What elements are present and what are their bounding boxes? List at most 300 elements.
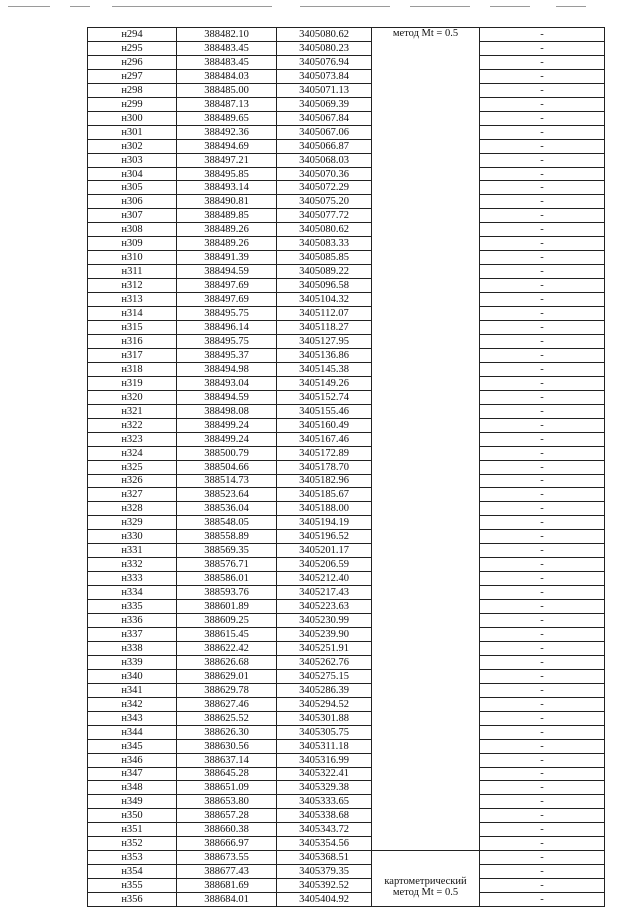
dash-cell: - — [480, 767, 605, 781]
table-row — [88, 432, 605, 446]
x-coordinate-cell: 388491.39 — [177, 251, 277, 265]
dash-cell: - — [480, 111, 605, 125]
method-cell-bottom: картометрический метод Mt = 0.5 — [372, 851, 480, 907]
dash-cell: - — [480, 474, 605, 488]
point-name-cell: н354 — [88, 865, 177, 879]
dash-cell: - — [480, 809, 605, 823]
point-name-cell: н325 — [88, 460, 177, 474]
y-coordinate-cell: 3405338.68 — [277, 809, 372, 823]
x-coordinate-cell: 388487.13 — [177, 97, 277, 111]
y-coordinate-cell: 3405076.94 — [277, 55, 372, 69]
table-row — [88, 488, 605, 502]
y-coordinate-cell: 3405069.39 — [277, 97, 372, 111]
point-name-cell: н322 — [88, 418, 177, 432]
table-row — [88, 125, 605, 139]
point-name-cell: н320 — [88, 390, 177, 404]
x-coordinate-cell: 388495.75 — [177, 307, 277, 321]
y-coordinate-cell: 3405070.36 — [277, 167, 372, 181]
table-row — [88, 823, 605, 837]
table-row — [88, 641, 605, 655]
dash-cell: - — [480, 641, 605, 655]
y-coordinate-cell: 3405188.00 — [277, 502, 372, 516]
dash-cell: - — [480, 321, 605, 335]
y-coordinate-cell: 3405080.62 — [277, 28, 372, 42]
dash-cell: - — [480, 83, 605, 97]
dash-cell: - — [480, 153, 605, 167]
x-coordinate-cell: 388626.68 — [177, 655, 277, 669]
y-coordinate-cell: 3405089.22 — [277, 265, 372, 279]
x-coordinate-cell: 388666.97 — [177, 837, 277, 851]
point-name-cell: н309 — [88, 237, 177, 251]
x-coordinate-cell: 388586.01 — [177, 572, 277, 586]
table-row — [88, 279, 605, 293]
y-coordinate-cell: 3405112.07 — [277, 307, 372, 321]
table-row — [88, 572, 605, 586]
dash-cell: - — [480, 139, 605, 153]
dash-cell: - — [480, 502, 605, 516]
point-name-cell: н349 — [88, 795, 177, 809]
method-cell-top: метод Mt = 0.5 — [372, 28, 480, 851]
coordinates-table — [87, 27, 605, 907]
table-row — [88, 753, 605, 767]
table-row — [88, 502, 605, 516]
table-row — [88, 83, 605, 97]
table-row — [88, 516, 605, 530]
point-name-cell: н327 — [88, 488, 177, 502]
dash-cell: - — [480, 627, 605, 641]
point-name-cell: н348 — [88, 781, 177, 795]
table-row — [88, 669, 605, 683]
dash-cell: - — [480, 279, 605, 293]
y-coordinate-cell: 3405172.89 — [277, 446, 372, 460]
point-name-cell: н323 — [88, 432, 177, 446]
dash-cell: - — [480, 307, 605, 321]
y-coordinate-cell: 3405067.84 — [277, 111, 372, 125]
table-row — [88, 739, 605, 753]
point-name-cell: н304 — [88, 167, 177, 181]
point-name-cell: н299 — [88, 97, 177, 111]
point-name-cell: н300 — [88, 111, 177, 125]
y-coordinate-cell: 3405194.19 — [277, 516, 372, 530]
y-coordinate-cell: 3405206.59 — [277, 558, 372, 572]
x-coordinate-cell: 388492.36 — [177, 125, 277, 139]
point-name-cell: н339 — [88, 655, 177, 669]
point-name-cell: н334 — [88, 586, 177, 600]
dash-cell: - — [480, 348, 605, 362]
point-name-cell: н310 — [88, 251, 177, 265]
dash-cell: - — [480, 558, 605, 572]
table-row — [88, 446, 605, 460]
x-coordinate-cell: 388569.35 — [177, 544, 277, 558]
y-coordinate-cell: 3405067.06 — [277, 125, 372, 139]
dash-cell: - — [480, 55, 605, 69]
x-coordinate-cell: 388498.08 — [177, 404, 277, 418]
table-row — [88, 195, 605, 209]
point-name-cell: н315 — [88, 321, 177, 335]
y-coordinate-cell: 3405178.70 — [277, 460, 372, 474]
x-coordinate-cell: 388499.24 — [177, 418, 277, 432]
x-coordinate-cell: 388499.24 — [177, 432, 277, 446]
y-coordinate-cell: 3405145.38 — [277, 362, 372, 376]
dash-cell: - — [480, 530, 605, 544]
dash-cell: - — [480, 488, 605, 502]
y-coordinate-cell: 3405316.99 — [277, 753, 372, 767]
y-coordinate-cell: 3405068.03 — [277, 153, 372, 167]
table-row — [88, 237, 605, 251]
y-coordinate-cell: 3405301.88 — [277, 711, 372, 725]
point-name-cell: н355 — [88, 879, 177, 893]
x-coordinate-cell: 388493.14 — [177, 181, 277, 195]
point-name-cell: н295 — [88, 41, 177, 55]
table-row — [88, 795, 605, 809]
point-name-cell: н343 — [88, 711, 177, 725]
dash-cell: - — [480, 711, 605, 725]
table-row — [88, 418, 605, 432]
dash-cell: - — [480, 614, 605, 628]
point-name-cell: н335 — [88, 600, 177, 614]
x-coordinate-cell: 388609.25 — [177, 614, 277, 628]
x-coordinate-cell: 388657.28 — [177, 809, 277, 823]
dash-cell: - — [480, 362, 605, 376]
x-coordinate-cell: 388548.05 — [177, 516, 277, 530]
x-coordinate-cell: 388500.79 — [177, 446, 277, 460]
table-row — [88, 153, 605, 167]
y-coordinate-cell: 3405311.18 — [277, 739, 372, 753]
table-row — [88, 544, 605, 558]
point-name-cell: н296 — [88, 55, 177, 69]
scan-header-artifact — [0, 0, 640, 14]
dash-cell: - — [480, 795, 605, 809]
table-row — [88, 307, 605, 321]
y-coordinate-cell: 3405075.20 — [277, 195, 372, 209]
x-coordinate-cell: 388627.46 — [177, 697, 277, 711]
y-coordinate-cell: 3405201.17 — [277, 544, 372, 558]
table-row — [88, 767, 605, 781]
table-row — [88, 55, 605, 69]
y-coordinate-cell: 3405083.33 — [277, 237, 372, 251]
table-row — [88, 28, 605, 42]
x-coordinate-cell: 388493.04 — [177, 376, 277, 390]
point-name-cell: н332 — [88, 558, 177, 572]
table-row — [88, 558, 605, 572]
y-coordinate-cell: 3405404.92 — [277, 893, 372, 907]
x-coordinate-cell: 388630.56 — [177, 739, 277, 753]
dash-cell: - — [480, 683, 605, 697]
table-row — [88, 111, 605, 125]
point-name-cell: н330 — [88, 530, 177, 544]
dash-cell: - — [480, 572, 605, 586]
dash-cell: - — [480, 446, 605, 460]
point-name-cell: н328 — [88, 502, 177, 516]
x-coordinate-cell: 388629.01 — [177, 669, 277, 683]
point-name-cell: н305 — [88, 181, 177, 195]
coordinates-table-body — [88, 28, 605, 907]
table-row — [88, 321, 605, 335]
dash-cell: - — [480, 404, 605, 418]
point-name-cell: н324 — [88, 446, 177, 460]
dash-cell: - — [480, 209, 605, 223]
x-coordinate-cell: 388514.73 — [177, 474, 277, 488]
dash-cell: - — [480, 69, 605, 83]
table-row — [88, 404, 605, 418]
table-row — [88, 293, 605, 307]
point-name-cell: н340 — [88, 669, 177, 683]
x-coordinate-cell: 388489.85 — [177, 209, 277, 223]
point-name-cell: н346 — [88, 753, 177, 767]
table-row — [88, 223, 605, 237]
point-name-cell: н308 — [88, 223, 177, 237]
y-coordinate-cell: 3405072.29 — [277, 181, 372, 195]
y-coordinate-cell: 3405379.35 — [277, 865, 372, 879]
y-coordinate-cell: 3405329.38 — [277, 781, 372, 795]
x-coordinate-cell: 388615.45 — [177, 627, 277, 641]
y-coordinate-cell: 3405262.76 — [277, 655, 372, 669]
x-coordinate-cell: 388494.59 — [177, 265, 277, 279]
dash-cell: - — [480, 837, 605, 851]
dash-cell: - — [480, 893, 605, 907]
y-coordinate-cell: 3405155.46 — [277, 404, 372, 418]
x-coordinate-cell: 388482.10 — [177, 28, 277, 42]
y-coordinate-cell: 3405333.65 — [277, 795, 372, 809]
point-name-cell: н336 — [88, 614, 177, 628]
y-coordinate-cell: 3405160.49 — [277, 418, 372, 432]
table-row — [88, 879, 605, 893]
dash-cell: - — [480, 181, 605, 195]
x-coordinate-cell: 388684.01 — [177, 893, 277, 907]
y-coordinate-cell: 3405127.95 — [277, 334, 372, 348]
dash-cell: - — [480, 418, 605, 432]
point-name-cell: н345 — [88, 739, 177, 753]
x-coordinate-cell: 388484.03 — [177, 69, 277, 83]
table-row — [88, 697, 605, 711]
x-coordinate-cell: 388483.45 — [177, 55, 277, 69]
dash-cell: - — [480, 544, 605, 558]
y-coordinate-cell: 3405217.43 — [277, 586, 372, 600]
point-name-cell: н313 — [88, 293, 177, 307]
y-coordinate-cell: 3405071.13 — [277, 83, 372, 97]
table-row — [88, 711, 605, 725]
point-name-cell: н307 — [88, 209, 177, 223]
table-row — [88, 809, 605, 823]
point-name-cell: н303 — [88, 153, 177, 167]
dash-cell: - — [480, 41, 605, 55]
x-coordinate-cell: 388645.28 — [177, 767, 277, 781]
table-row — [88, 390, 605, 404]
point-name-cell: н316 — [88, 334, 177, 348]
y-coordinate-cell: 3405066.87 — [277, 139, 372, 153]
y-coordinate-cell: 3405343.72 — [277, 823, 372, 837]
y-coordinate-cell: 3405251.91 — [277, 641, 372, 655]
x-coordinate-cell: 388593.76 — [177, 586, 277, 600]
y-coordinate-cell: 3405392.52 — [277, 879, 372, 893]
point-name-cell: н326 — [88, 474, 177, 488]
table-row — [88, 781, 605, 795]
dash-cell: - — [480, 432, 605, 446]
table-row — [88, 265, 605, 279]
y-coordinate-cell: 3405080.23 — [277, 41, 372, 55]
x-coordinate-cell: 388483.45 — [177, 41, 277, 55]
y-coordinate-cell: 3405212.40 — [277, 572, 372, 586]
table-row — [88, 139, 605, 153]
dash-cell: - — [480, 851, 605, 865]
table-row — [88, 614, 605, 628]
x-coordinate-cell: 388558.89 — [177, 530, 277, 544]
point-name-cell: н342 — [88, 697, 177, 711]
table-row — [88, 251, 605, 265]
table-row — [88, 600, 605, 614]
table-row — [88, 41, 605, 55]
dash-cell: - — [480, 293, 605, 307]
table-row — [88, 181, 605, 195]
dash-cell: - — [480, 237, 605, 251]
x-coordinate-cell: 388637.14 — [177, 753, 277, 767]
x-coordinate-cell: 388495.75 — [177, 334, 277, 348]
x-coordinate-cell: 388629.78 — [177, 683, 277, 697]
y-coordinate-cell: 3405305.75 — [277, 725, 372, 739]
y-coordinate-cell: 3405294.52 — [277, 697, 372, 711]
table-row — [88, 376, 605, 390]
dash-cell: - — [480, 28, 605, 42]
x-coordinate-cell: 388625.52 — [177, 711, 277, 725]
point-name-cell: н351 — [88, 823, 177, 837]
y-coordinate-cell: 3405322.41 — [277, 767, 372, 781]
dash-cell: - — [480, 376, 605, 390]
x-coordinate-cell: 388504.66 — [177, 460, 277, 474]
point-name-cell: н319 — [88, 376, 177, 390]
point-name-cell: н337 — [88, 627, 177, 641]
x-coordinate-cell: 388496.14 — [177, 321, 277, 335]
x-coordinate-cell: 388601.89 — [177, 600, 277, 614]
dash-cell: - — [480, 739, 605, 753]
point-name-cell: н294 — [88, 28, 177, 42]
table-row — [88, 69, 605, 83]
x-coordinate-cell: 388681.69 — [177, 879, 277, 893]
point-name-cell: н341 — [88, 683, 177, 697]
dash-cell: - — [480, 600, 605, 614]
point-name-cell: н344 — [88, 725, 177, 739]
table-row — [88, 460, 605, 474]
dash-cell: - — [480, 781, 605, 795]
x-coordinate-cell: 388653.80 — [177, 795, 277, 809]
table-row — [88, 865, 605, 879]
y-coordinate-cell: 3405286.39 — [277, 683, 372, 697]
x-coordinate-cell: 388673.55 — [177, 851, 277, 865]
point-name-cell: н331 — [88, 544, 177, 558]
point-name-cell: н306 — [88, 195, 177, 209]
y-coordinate-cell: 3405275.15 — [277, 669, 372, 683]
table-row — [88, 837, 605, 851]
table-row — [88, 167, 605, 181]
point-name-cell: н352 — [88, 837, 177, 851]
y-coordinate-cell: 3405152.74 — [277, 390, 372, 404]
x-coordinate-cell: 388489.26 — [177, 237, 277, 251]
y-coordinate-cell: 3405073.84 — [277, 69, 372, 83]
dash-cell: - — [480, 251, 605, 265]
point-name-cell: н350 — [88, 809, 177, 823]
dash-cell: - — [480, 823, 605, 837]
y-coordinate-cell: 3405354.56 — [277, 837, 372, 851]
point-name-cell: н311 — [88, 265, 177, 279]
point-name-cell: н314 — [88, 307, 177, 321]
dash-cell: - — [480, 97, 605, 111]
x-coordinate-cell: 388660.38 — [177, 823, 277, 837]
dash-cell: - — [480, 167, 605, 181]
y-coordinate-cell: 3405118.27 — [277, 321, 372, 335]
dash-cell: - — [480, 334, 605, 348]
point-name-cell: н321 — [88, 404, 177, 418]
x-coordinate-cell: 388626.30 — [177, 725, 277, 739]
table-row — [88, 725, 605, 739]
y-coordinate-cell: 3405167.46 — [277, 432, 372, 446]
x-coordinate-cell: 388651.09 — [177, 781, 277, 795]
dash-cell: - — [480, 516, 605, 530]
y-coordinate-cell: 3405182.96 — [277, 474, 372, 488]
point-name-cell: н318 — [88, 362, 177, 376]
x-coordinate-cell: 388494.59 — [177, 390, 277, 404]
x-coordinate-cell: 388490.81 — [177, 195, 277, 209]
dash-cell: - — [480, 223, 605, 237]
point-name-cell: н338 — [88, 641, 177, 655]
table-row — [88, 893, 605, 907]
dash-cell: - — [480, 586, 605, 600]
dash-cell: - — [480, 265, 605, 279]
table-row — [88, 683, 605, 697]
dash-cell: - — [480, 195, 605, 209]
x-coordinate-cell: 388497.69 — [177, 293, 277, 307]
point-name-cell: н312 — [88, 279, 177, 293]
dash-cell: - — [480, 865, 605, 879]
dash-cell: - — [480, 460, 605, 474]
x-coordinate-cell: 388494.69 — [177, 139, 277, 153]
x-coordinate-cell: 388495.85 — [177, 167, 277, 181]
table-row — [88, 851, 605, 865]
y-coordinate-cell: 3405185.67 — [277, 488, 372, 502]
x-coordinate-cell: 388497.21 — [177, 153, 277, 167]
x-coordinate-cell: 388494.98 — [177, 362, 277, 376]
dash-cell: - — [480, 725, 605, 739]
point-name-cell: н333 — [88, 572, 177, 586]
table-row — [88, 348, 605, 362]
point-name-cell: н347 — [88, 767, 177, 781]
dash-cell: - — [480, 753, 605, 767]
y-coordinate-cell: 3405149.26 — [277, 376, 372, 390]
x-coordinate-cell: 388622.42 — [177, 641, 277, 655]
y-coordinate-cell: 3405239.90 — [277, 627, 372, 641]
table-row — [88, 530, 605, 544]
y-coordinate-cell: 3405104.32 — [277, 293, 372, 307]
point-name-cell: н356 — [88, 893, 177, 907]
table-row — [88, 655, 605, 669]
table-row — [88, 97, 605, 111]
x-coordinate-cell: 388489.65 — [177, 111, 277, 125]
table-row — [88, 209, 605, 223]
x-coordinate-cell: 388536.04 — [177, 502, 277, 516]
y-coordinate-cell: 3405077.72 — [277, 209, 372, 223]
dash-cell: - — [480, 125, 605, 139]
point-name-cell: н353 — [88, 851, 177, 865]
x-coordinate-cell: 388497.69 — [177, 279, 277, 293]
x-coordinate-cell: 388576.71 — [177, 558, 277, 572]
x-coordinate-cell: 388495.37 — [177, 348, 277, 362]
y-coordinate-cell: 3405368.51 — [277, 851, 372, 865]
dash-cell: - — [480, 669, 605, 683]
table-row — [88, 627, 605, 641]
dash-cell: - — [480, 697, 605, 711]
point-name-cell: н301 — [88, 125, 177, 139]
point-name-cell: н298 — [88, 83, 177, 97]
y-coordinate-cell: 3405223.63 — [277, 600, 372, 614]
x-coordinate-cell: 388485.00 — [177, 83, 277, 97]
